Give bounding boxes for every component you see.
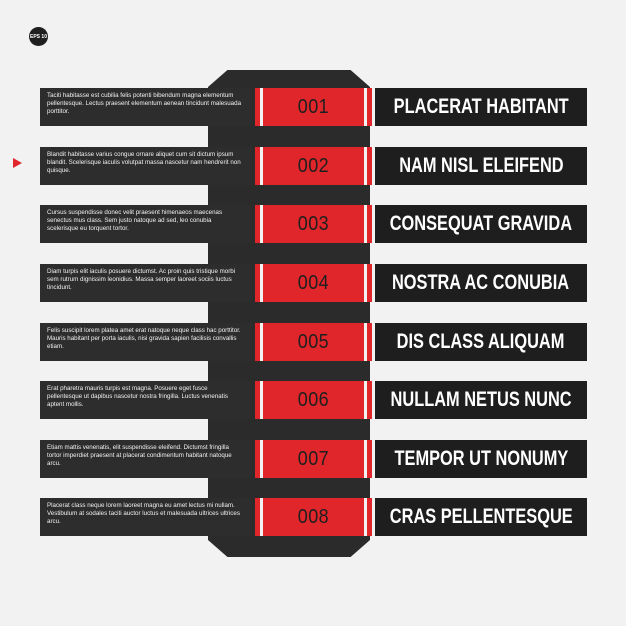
item-description: Taciti habitasse est cubilia felis potenti bibendum magna elementum pellentesque. Lectus praesent elementum aenean tincidunt malesuada porttitor. bbox=[40, 88, 252, 126]
item-description: Blandit habitasse varius congue ornare aliquet cum sit dictum ipsum blandit. Scelerisque iaculis volutpat massa nascetur nam hendrerit non quisque. bbox=[40, 147, 252, 185]
item-title: DIS CLASS ALIQUAM bbox=[397, 330, 565, 353]
item-number-box bbox=[255, 498, 372, 536]
item-title-box bbox=[375, 381, 587, 419]
item-title-box bbox=[375, 323, 587, 361]
item-number: 006 bbox=[297, 388, 330, 411]
center-spine bbox=[208, 70, 370, 557]
item-title: CONSEQUAT GRAVIDA bbox=[389, 212, 573, 235]
list-item[interactable] bbox=[40, 147, 587, 185]
item-title-box bbox=[375, 440, 587, 478]
item-number: 004 bbox=[297, 271, 330, 294]
item-description: Cursus suspendisse donec velit praesent himenaeos maecenas senectus mus class. Sem justo natoque ad sed, leo conubia scelerisque eu torquent tortor. bbox=[40, 205, 252, 243]
item-number: 002 bbox=[297, 154, 330, 177]
item-number: 008 bbox=[297, 505, 330, 528]
item-description: Erat pharetra mauris turpis est magna. Posuere eget fusce pellentesque ut dapibus nascetur nostra fringilla. Luctus venenatis aptent mollis. bbox=[40, 381, 252, 419]
list-item[interactable] bbox=[40, 264, 587, 302]
item-title: NAM NISL ELEIFEND bbox=[398, 154, 564, 177]
item-number-box bbox=[255, 264, 372, 302]
item-description: Placerat class neque lorem laoreet magna eu amet lectus mi nullam. Vestibulum at sodales taciti auctor luctus et malesuada ultrices ultrices arcu. bbox=[40, 498, 252, 536]
list-item[interactable] bbox=[40, 205, 587, 243]
item-number: 003 bbox=[297, 212, 330, 235]
item-title: PLACERAT HABITANT bbox=[393, 95, 569, 118]
item-description: Etiam mattis venenatis, elit suspendisse eleifend. Dictumst fringilla tortor imperdiet praesent at placerat condimentum habitant natoque arcu. bbox=[40, 440, 252, 478]
list-item[interactable] bbox=[40, 88, 587, 126]
item-number-box bbox=[255, 381, 372, 419]
eps-badge: EPS 10 bbox=[29, 27, 48, 46]
item-number: 001 bbox=[297, 95, 330, 118]
item-title-box bbox=[375, 205, 587, 243]
item-title-box bbox=[375, 264, 587, 302]
item-number: 005 bbox=[297, 330, 330, 353]
list-item[interactable] bbox=[40, 381, 587, 419]
item-number-box bbox=[255, 323, 372, 361]
list-item[interactable] bbox=[40, 440, 587, 478]
item-title: TEMPOR UT NONUMY bbox=[394, 447, 568, 470]
item-description: Felis suscipit lorem platea amet erat natoque neque class hac porttitor. Mauris habitant per porta iaculis, nisi gravida sapien facilisis convallis etiam. bbox=[40, 323, 252, 361]
item-title-box bbox=[375, 498, 587, 536]
list-item[interactable] bbox=[40, 323, 587, 361]
list-item[interactable] bbox=[40, 498, 587, 536]
item-number-box bbox=[255, 440, 372, 478]
item-title: NULLAM NETUS NUNC bbox=[390, 388, 572, 411]
item-title: CRAS PELLENTESQUE bbox=[389, 505, 573, 528]
item-number-box bbox=[255, 205, 372, 243]
item-title: NOSTRA AC CONUBIA bbox=[392, 271, 570, 294]
item-number-box bbox=[255, 147, 372, 185]
current-item-arrow-icon bbox=[13, 158, 22, 168]
item-title-box bbox=[375, 88, 587, 126]
item-description: Diam turpis elit iaculis posuere dictumst. Ac proin quis tristique morbi sem rutrum dignissim leonidius. Massa semper laoreet sociis luctus tincidunt. bbox=[40, 264, 252, 302]
item-title-box bbox=[375, 147, 587, 185]
item-number-box bbox=[255, 88, 372, 126]
item-number: 007 bbox=[297, 447, 330, 470]
